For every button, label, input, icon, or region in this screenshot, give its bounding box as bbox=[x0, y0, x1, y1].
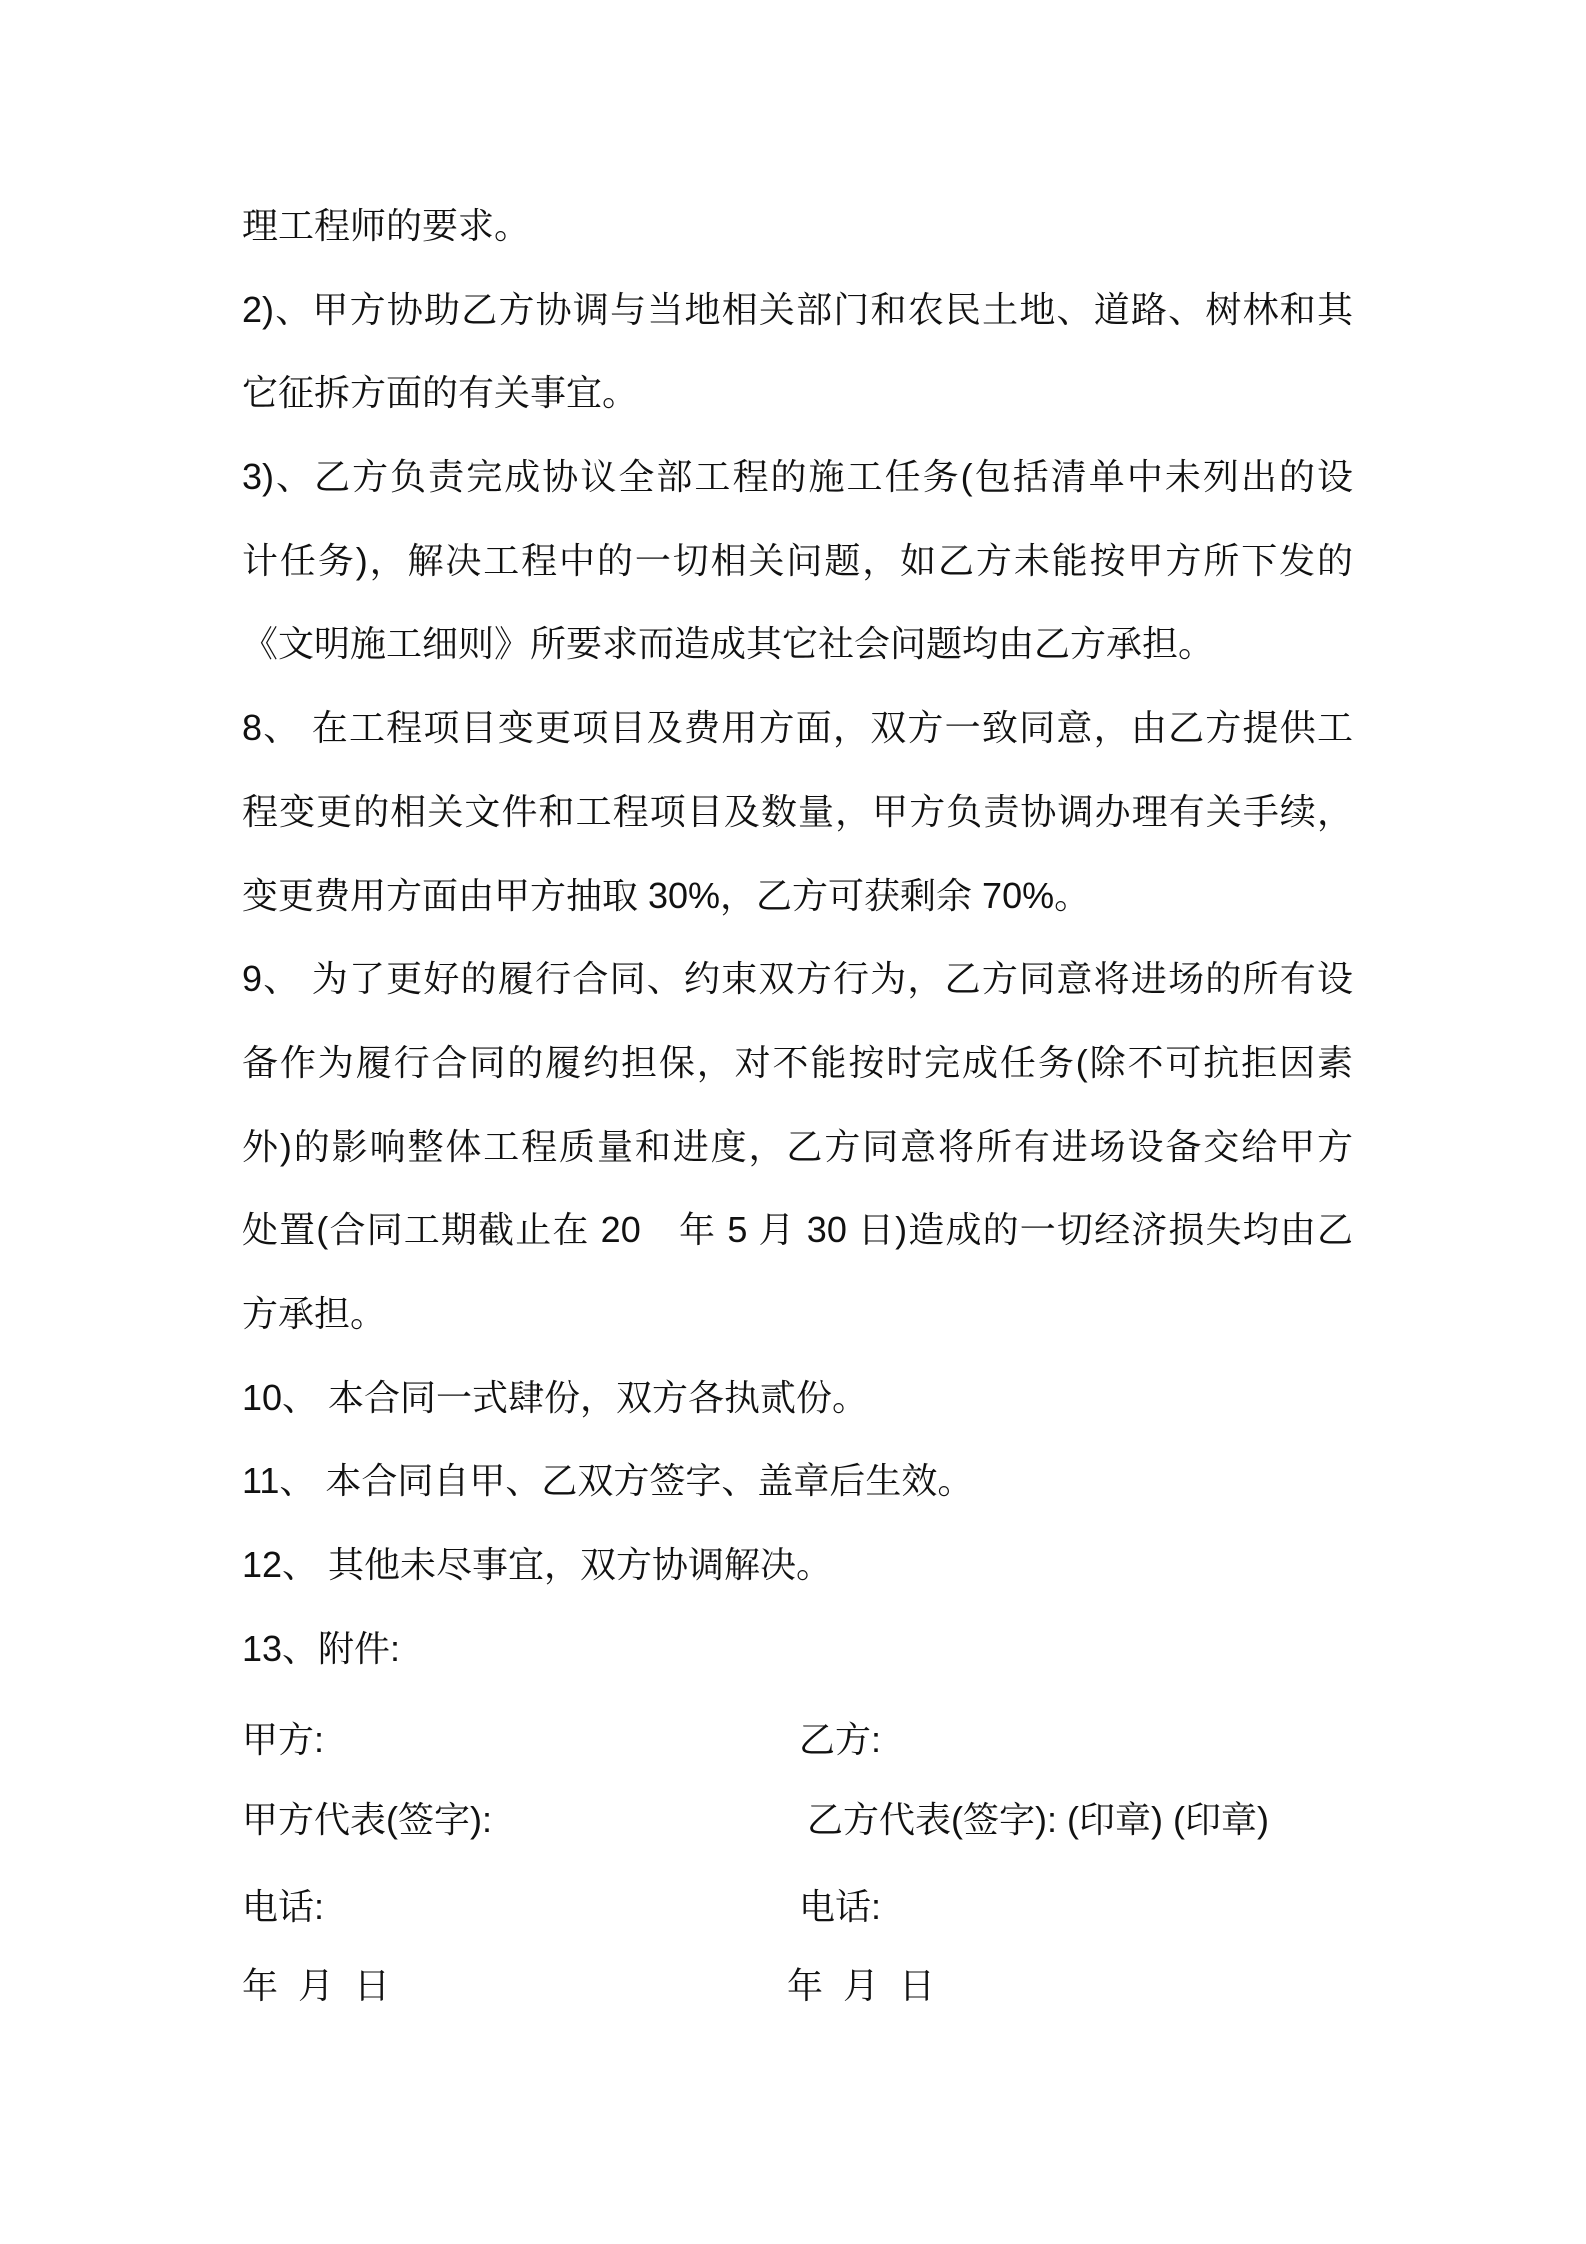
text-line: 变更费用方面由甲方抽取 30%，乙方可获剩余 70%。 bbox=[242, 874, 1091, 916]
paragraph-clause-9 bbox=[242, 937, 1353, 1355]
text-line: 外)的影响整体工程质量和进度，乙方同意将所有进场设备交给甲方 bbox=[242, 1125, 1353, 1167]
contract-body bbox=[242, 184, 1353, 1690]
text-line: 8、 在工程项目变更项目及费用方面，双方一致同意，由乙方提供工 bbox=[242, 707, 1353, 749]
text-line: 3)、乙方负责完成协议全部工程的施工任务(包括清单中未列出的设 bbox=[242, 456, 1353, 498]
text-line: 备作为履行合同的履约担保，对不能按时完成任务(除不可抗拒因素 bbox=[242, 1041, 1353, 1083]
party-a-label: 甲方: bbox=[242, 1719, 325, 1760]
party-a-date-label: 年 月 日 bbox=[242, 1965, 391, 2006]
paragraph-clause-3 bbox=[242, 435, 1353, 686]
paragraph-clause-10 bbox=[242, 1356, 1353, 1440]
text-line: 2)、甲方协助乙方协调与当地相关部门和农民土地、道路、树林和其 bbox=[242, 288, 1353, 330]
signature-row-parties bbox=[0, 1700, 1586, 1780]
text-line: 程变更的相关文件和工程项目及数量，甲方负责协调办理有关手续， bbox=[242, 790, 1353, 832]
party-b-representative-label: 乙方代表(签字): (印章) (印章) bbox=[807, 1799, 1269, 1840]
paragraph-clause-2 bbox=[242, 268, 1353, 435]
text-line: 处置(合同工期截止在 20 年 5 月 30 日)造成的一切经济损失均由乙 bbox=[242, 1209, 1353, 1251]
paragraph-clause-11 bbox=[242, 1439, 1353, 1523]
paragraph-clause-13-attachments bbox=[242, 1607, 1353, 1691]
text-line: 理工程师的要求。 bbox=[242, 205, 531, 246]
party-b-label: 乙方: bbox=[799, 1719, 882, 1760]
party-a-phone-label: 电话: bbox=[242, 1886, 325, 1927]
signature-row-date bbox=[0, 1946, 1586, 2026]
paragraph-clause-8 bbox=[242, 686, 1353, 937]
text-line: 9、 为了更好的履行合同、约束双方行为，乙方同意将进场的所有设 bbox=[242, 958, 1353, 1000]
text-line: 《文明施工细则》所要求而造成其它社会问题均由乙方承担。 bbox=[242, 623, 1215, 665]
text-line: 10、 本合同一式肆份，双方各执贰份。 bbox=[242, 1376, 869, 1418]
text-line: 13、附件: bbox=[242, 1627, 401, 1669]
text-line: 它征拆方面的有关事宜。 bbox=[242, 372, 639, 414]
text-line: 方承担。 bbox=[242, 1292, 387, 1334]
paragraph-clause-12 bbox=[242, 1523, 1353, 1607]
text-line: 计任务)，解决工程中的一切相关问题，如乙方未能按甲方所下发的 bbox=[242, 539, 1353, 581]
party-a-representative-label: 甲方代表(签字): bbox=[242, 1799, 492, 1840]
signature-row-phone bbox=[0, 1867, 1586, 1947]
text-line: 11、 本合同自甲、乙双方签字、盖章后生效。 bbox=[242, 1460, 974, 1502]
text-line: 12、 其他未尽事宜，双方协调解决。 bbox=[242, 1544, 833, 1585]
party-b-date-label: 年 月 日 bbox=[787, 1965, 936, 2006]
signature-row-representatives bbox=[0, 1780, 1586, 1860]
party-b-phone-label: 电话: bbox=[799, 1886, 882, 1927]
paragraph-engineer-requirements bbox=[242, 184, 1353, 268]
